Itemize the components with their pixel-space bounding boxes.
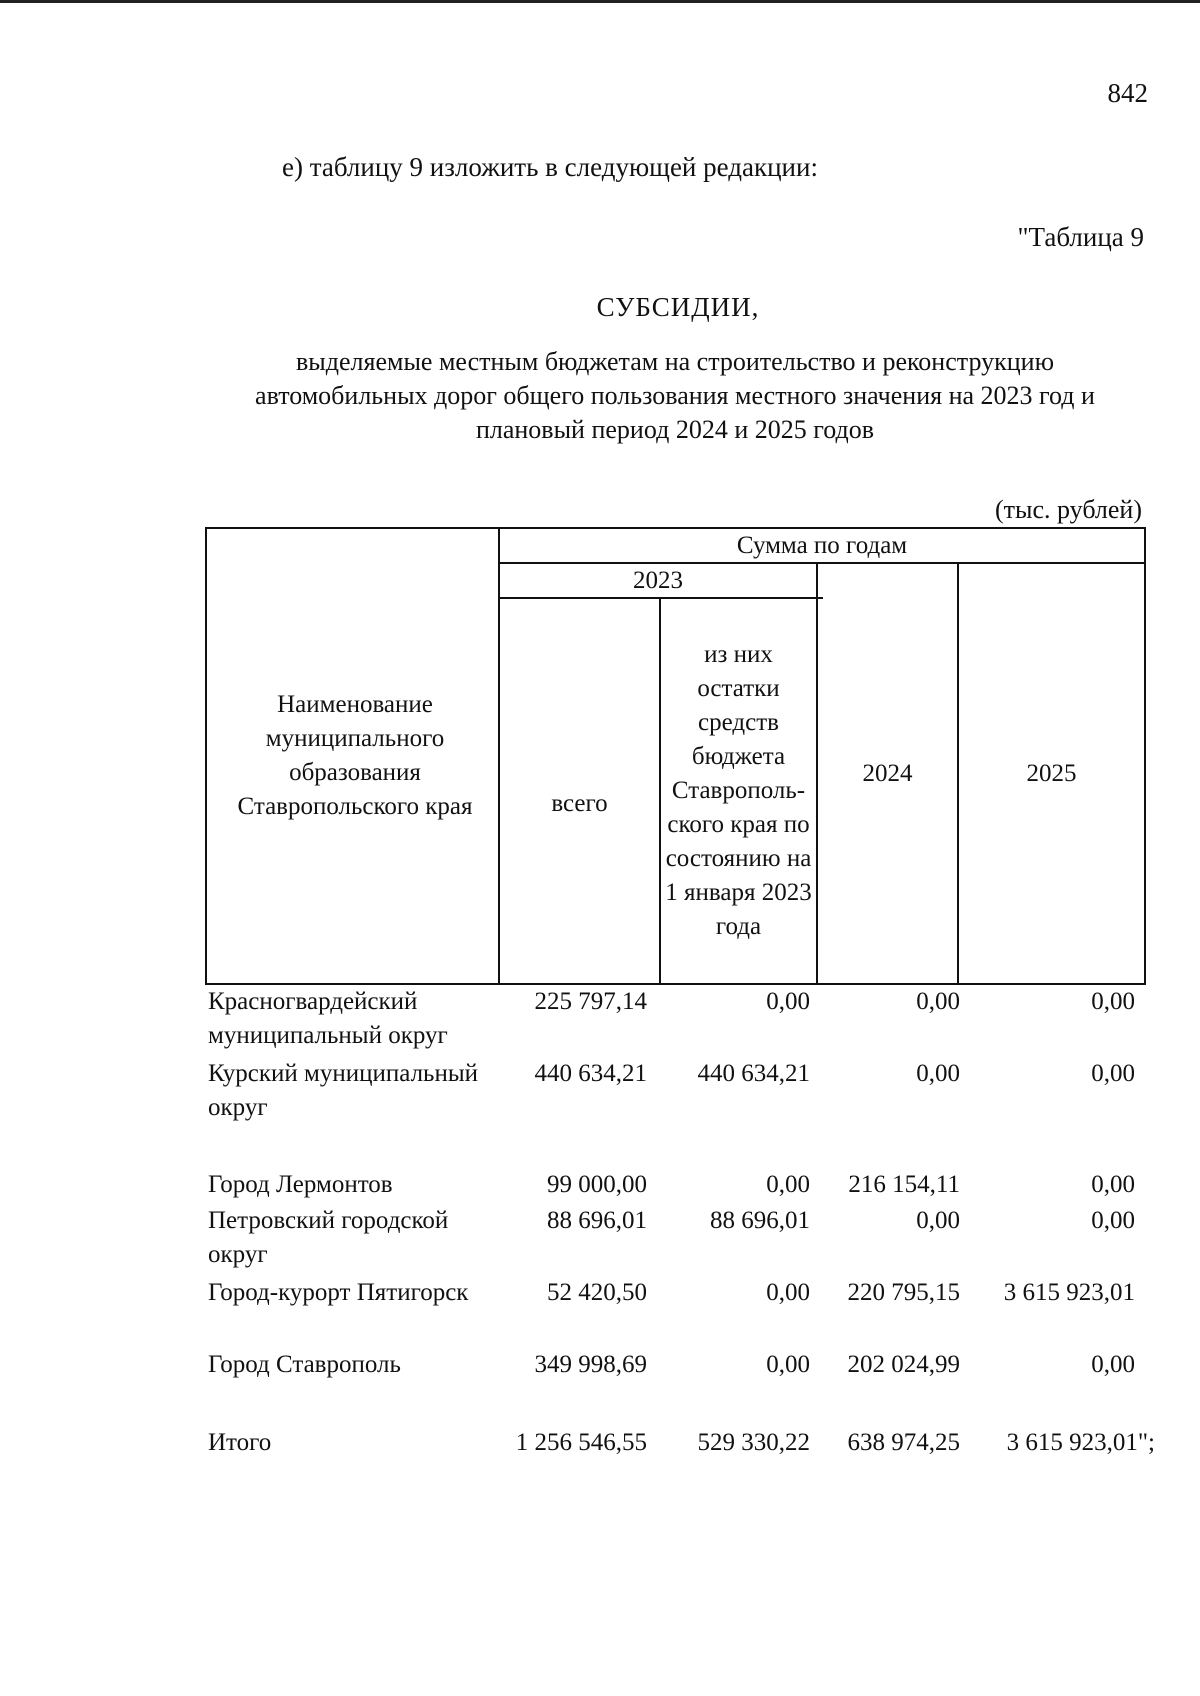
row-2025: 0,00 xyxy=(1091,988,1135,1015)
row-total: 88 696,01 xyxy=(547,1207,647,1234)
row-name: Город-курорт Пятигорск xyxy=(208,1279,469,1306)
row-name: Красногвардейский муниципальный округ xyxy=(208,988,448,1049)
header-year-2024: 2024 xyxy=(862,759,913,787)
row-2024: 0,00 xyxy=(916,1207,960,1234)
row-2025: 0,00 xyxy=(1091,1171,1135,1198)
header-line xyxy=(205,527,207,985)
row-total: 349 998,69 xyxy=(534,1351,647,1378)
row-name: Курский муниципальный округ xyxy=(208,1060,479,1121)
row-2024: 220 795,15 xyxy=(847,1279,960,1306)
header-col-name: Наименование муниципального образования Ставропольского края xyxy=(237,691,473,820)
row-name: Петровский городской округ xyxy=(208,1207,449,1268)
row-total: 440 634,21 xyxy=(534,1060,647,1087)
row-2024: 216 154,11 xyxy=(848,1171,960,1198)
page-number: 842 xyxy=(1107,78,1148,108)
row-remainder: 0,00 xyxy=(766,988,810,1015)
row-remainder: 0,00 xyxy=(766,1171,810,1198)
row-2025: 3 615 923,01"; xyxy=(1006,1429,1155,1456)
row-2024: 0,00 xyxy=(916,988,960,1015)
row-2024: 0,00 xyxy=(916,1060,960,1087)
header-line xyxy=(659,597,661,985)
row-remainder: 88 696,01 xyxy=(710,1207,810,1234)
document-title: СУБСИДИИ, xyxy=(596,292,760,322)
table-label: "Таблица 9 xyxy=(1017,222,1144,252)
row-name: Город Лермонтов xyxy=(208,1171,393,1198)
row-total: 1 256 546,55 xyxy=(515,1429,647,1456)
row-remainder: 529 330,22 xyxy=(697,1429,810,1456)
table-header xyxy=(205,527,1146,985)
row-2024: 202 024,99 xyxy=(847,1351,960,1378)
row-name: Город Ставрополь xyxy=(208,1351,401,1378)
row-2025: 0,00 xyxy=(1091,1060,1135,1087)
header-year-2023: 2023 xyxy=(633,566,683,594)
header-total: всего xyxy=(551,790,608,817)
row-2025: 3 615 923,01 xyxy=(1003,1279,1135,1306)
intro-text: е) таблицу 9 изложить в следующей редакции: xyxy=(282,152,818,182)
units-label: (тыс. рублей) xyxy=(994,495,1142,524)
top-border-line xyxy=(0,0,1200,3)
row-remainder: 440 634,21 xyxy=(697,1060,810,1087)
header-sum-by-years: Сумма по годам xyxy=(736,531,908,559)
row-remainder: 0,00 xyxy=(766,1279,810,1306)
row-total: 225 797,14 xyxy=(534,988,647,1015)
header-year-2025: 2025 xyxy=(1026,759,1077,787)
row-name: Итого xyxy=(208,1429,272,1456)
header-line xyxy=(1144,527,1146,985)
document-subtitle: выделяемые местным бюджетам на строительство и реконструкцию автомобильных дорог общего пользования местного значения на 2023 год и плановый период 2024 и 2025 годов xyxy=(255,347,1095,444)
header-of-which: из них остатки средств бюджета Ставрополь-ского края по состоянию на 1 января 2023 года xyxy=(665,641,812,940)
row-remainder: 0,00 xyxy=(766,1351,810,1378)
row-total: 99 000,00 xyxy=(547,1171,647,1198)
row-2025: 0,00 xyxy=(1091,1351,1135,1378)
row-2024: 638 974,25 xyxy=(847,1429,960,1456)
row-total: 52 420,50 xyxy=(547,1279,647,1306)
row-2025: 0,00 xyxy=(1091,1207,1135,1234)
